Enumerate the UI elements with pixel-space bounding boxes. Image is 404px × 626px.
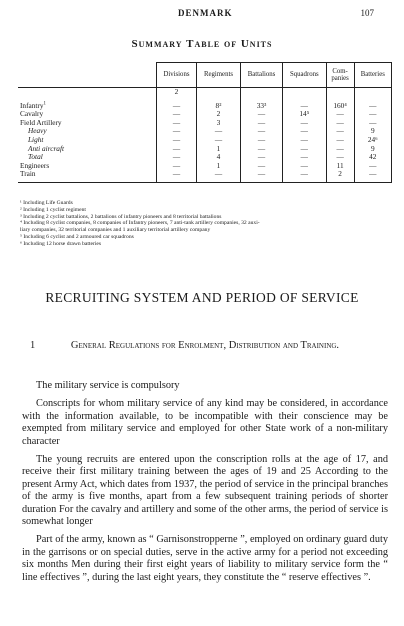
table-cell: —: [354, 162, 391, 171]
table-cell: —: [241, 136, 283, 145]
table-cell: —: [241, 162, 283, 171]
row-label-text: Infantry: [20, 100, 44, 110]
row-label-text: Train: [20, 169, 36, 179]
table-cell: 8²: [196, 102, 240, 111]
table-row: [18, 170, 392, 182]
table-cell: —: [157, 162, 197, 171]
footnote: ⁶ Including 12 horse drawn batteries: [20, 240, 102, 247]
table-cell: —: [241, 153, 283, 162]
table-cell: —: [354, 110, 391, 119]
row-label-text: Total: [28, 152, 43, 162]
paragraph: The military service is compulsory: [36, 380, 180, 391]
table-cell: —: [196, 136, 240, 145]
paragraph: Part of the army, known as “ Garnisonstropperne ”, employed on ordinary guard duty in the garrisons or on special duties, serve in the active army for a period not exceeding six months Men during their first eight years of liability to military service form the “ line effectives ”, during the last eight years, they constitute the “ reserve effectives ”.: [22, 534, 388, 583]
table-cell: —: [157, 136, 197, 145]
column-header: Divisions: [157, 63, 197, 88]
table-cell: —: [157, 110, 197, 119]
footnote: ² Including 1 cyclist regiment: [20, 206, 86, 213]
table-cell: —: [241, 170, 283, 182]
table-cell: —: [157, 153, 197, 162]
table-cell: —: [241, 145, 283, 154]
table-cell: —: [157, 102, 197, 111]
table-cell: —: [283, 136, 327, 145]
subsection-title: General Regulations for Enrolment, Distribution and Training.: [70, 340, 340, 351]
table-cell: 2: [326, 170, 354, 182]
section-title: RECRUITING SYSTEM AND PERIOD OF SERVICE: [45, 290, 359, 305]
column-header: Squadrons: [283, 63, 327, 88]
column-header: Com- panies: [326, 63, 354, 88]
table-cell: —: [283, 162, 327, 171]
table-cell: [196, 88, 240, 97]
table-cell: —: [283, 153, 327, 162]
table-cell: 2: [196, 110, 240, 119]
table-cell: —: [326, 127, 354, 136]
footnote: ³ Including 2 cyclist battalions, 2 battalions of infantry pioneers and 8 territorial battalions: [20, 213, 222, 220]
table-cell: 1: [196, 145, 240, 154]
paragraph: Conscripts for whom military service of any kind may be considered, in accordance with the information available, to be incompatible with their conscience may be exempted from military service and employed for other State work of a non-military character: [22, 398, 388, 447]
table-cell: —: [354, 119, 391, 128]
footnote: liary companies, 32 territorial companies and 1 auxiliary territorial artillery company: [20, 227, 211, 234]
table-cell: 14⁵: [283, 110, 327, 119]
row-label-text: Heavy: [28, 126, 47, 136]
table-cell: 2: [157, 88, 197, 97]
table-cell: 1: [196, 162, 240, 171]
footnote: ⁵ Including 6 cyclist and 2 armoured car squadrons: [20, 233, 134, 240]
footnote: ⁴ Including 8 cyclist companies, 8 companies of Infantry pioneers, 7 anti-tank artillery companies, 32 auxi-: [20, 220, 260, 227]
table-cell: —: [283, 119, 327, 128]
table-cell: 160⁴: [326, 102, 354, 111]
row-label-text: Cavalry: [20, 109, 44, 119]
row-label-text: Field Artillery: [20, 117, 62, 127]
body-text: [22, 380, 388, 590]
row-label-text: Light: [28, 134, 44, 144]
row-label: [18, 88, 157, 97]
paragraph: The young recruits are entered upon the conscription rolls at the age of 17, and receive their first military training between the ages of 19 and 25 According to the present Army Act, which dates from 1937, the period of service in the principal branches of the army is five months, apart from a few subsequent training periods of shorter duration For the cavalry and artillery and some of the other arms, the period of service is somewhat longer: [22, 454, 389, 528]
table-cell: —: [157, 119, 197, 128]
table-cell: —: [196, 170, 240, 182]
page-header: [0, 8, 404, 20]
column-header: Batteries: [354, 63, 391, 88]
table-row: [18, 162, 392, 171]
row-label: [18, 162, 157, 171]
row-label-text: Engineers: [20, 160, 50, 170]
column-header: Regiments: [196, 63, 240, 88]
table-cell: —: [354, 170, 391, 182]
running-head: DENMARK: [178, 8, 233, 18]
table-cell: —: [196, 127, 240, 136]
row-label: [18, 170, 157, 182]
table-row: [18, 153, 392, 162]
table-cell: —: [283, 127, 327, 136]
table-cell: 11: [326, 162, 354, 171]
table-cell: [241, 88, 283, 97]
table-cell: —: [241, 110, 283, 119]
subsection-number: 1: [30, 340, 36, 351]
table-cell: —: [283, 102, 327, 111]
table-cell: —: [283, 170, 327, 182]
subsection-heading: [30, 338, 380, 353]
table-cell: [283, 88, 327, 97]
table-cell: —: [283, 145, 327, 154]
table-cell: —: [157, 170, 197, 182]
table-cell: —: [157, 127, 197, 136]
table-cell: —: [326, 110, 354, 119]
table-cell: 3: [196, 119, 240, 128]
units-summary-table: [18, 62, 392, 183]
table-cell: 9: [354, 127, 391, 136]
table-cell: —: [326, 145, 354, 154]
table-cell: —: [241, 119, 283, 128]
table-cell: —: [326, 119, 354, 128]
table-body: [18, 88, 392, 183]
table-cell: 42: [354, 153, 391, 162]
table-cell: 9: [354, 145, 391, 154]
table-row: [18, 88, 392, 97]
table-cell: 33³: [241, 102, 283, 111]
table-cell: —: [354, 102, 391, 111]
table-header-row: [18, 63, 392, 88]
footnote-marker: 1: [43, 101, 47, 107]
table-cell: —: [326, 153, 354, 162]
page-number: 107: [360, 8, 374, 18]
table-cell: 24⁶: [354, 136, 391, 145]
table-cell: —: [241, 127, 283, 136]
row-label-text: Anti aircraft: [28, 143, 65, 153]
table-title: Summary Table of Units: [131, 38, 273, 50]
footnotes: [20, 200, 388, 248]
table-cell: —: [157, 145, 197, 154]
header-blank-cell: [18, 63, 157, 88]
table-cell: —: [326, 136, 354, 145]
table-cell: [326, 88, 354, 97]
column-header: Battalions: [241, 63, 283, 88]
table-cell: 4: [196, 153, 240, 162]
footnote: ¹ Including Life Guards: [20, 200, 73, 206]
table-cell: [354, 88, 391, 97]
